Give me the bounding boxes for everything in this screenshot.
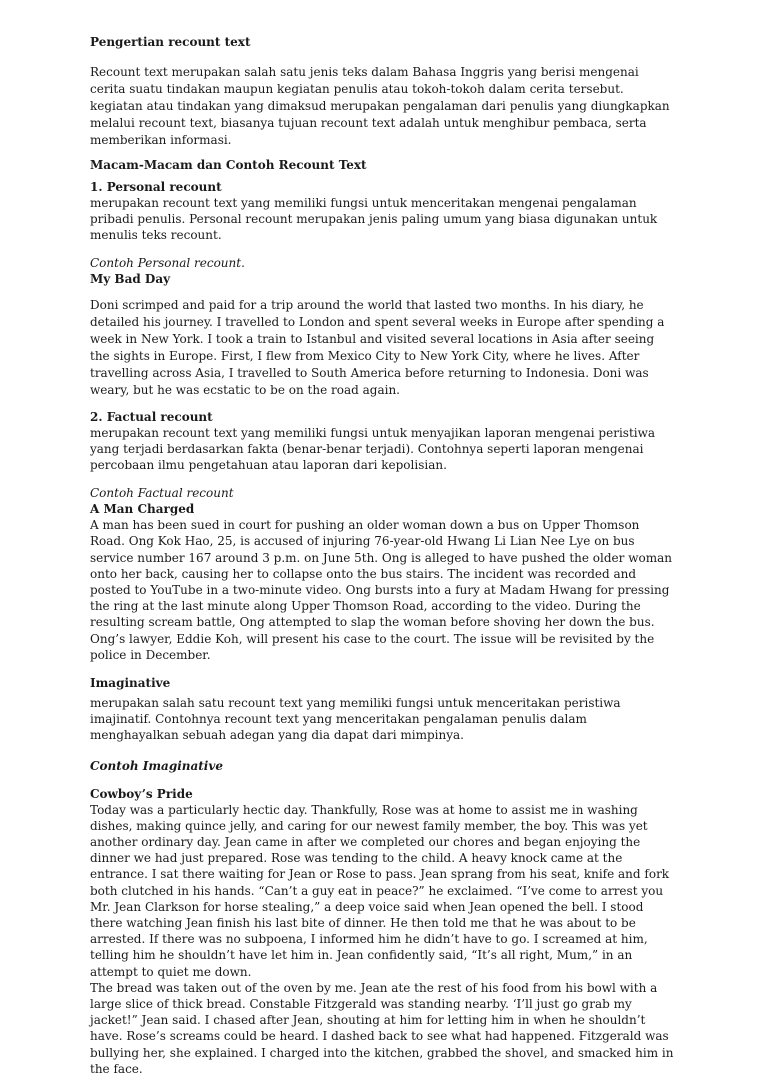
imaginative-example-text-2: The bread was taken out of the oven by me. Jean ate the rest of his food from his bowl with a large slice of thick bread. Constable Fitzgerald was standing nearby. ‘I’ll just go grab my jacket!” Jean said. I chased after Jean, shouting at him for letting him in when he shouldn’t have. Rose’s screams could be heard. I dashed back to see what had happened. Fitzgerald was bullying her, she explained. I charged into the kitchen, grabbed the shovel, and smacked him in the face. [90, 980, 674, 1076]
intro-paragraph: Recount text merupakan salah satu jenis teks dalam Bahasa Inggris yang berisi mengenai cerita suatu tindakan maupun kegiatan penulis atau tokoh-tokoh dalam cerita tersebut. kegiatan atau tindakan yang dimaksud merupakan pengalaman dari penulis yang diungkapkan melalui recount text, biasanya tujuan recount text adalah untuk menghibur pembaca, serta memberikan informasi. [90, 65, 670, 147]
types-heading: Macam-Macam dan Contoh Recount Text [90, 157, 367, 172]
factual-example-label: Contoh Factual recount [90, 486, 234, 501]
factual-recount-heading: 2. Factual recount [90, 409, 213, 424]
imaginative-example-title: Cowboy’s Pride [90, 786, 193, 801]
personal-example-text: Doni scrimped and paid for a trip around the world that lasted two months. In his diary, he detailed his journey. I travelled to London and spent several weeks in Europe after spending a week in New York. I took a train to Istanbul and visited several locations in Asia after seeing the sights in Europe. First, I flew from Mexico City to New York City, where he lives. After travelling across Asia, I travelled to South America before returning to Indonesia. Doni was weary, but he was ecstatic to be on the road again. [90, 298, 665, 397]
factual-example-title: A Man Charged [90, 502, 195, 517]
factual-recount-definition: merupakan recount text yang memiliki fungsi untuk menyajikan laporan mengenai peristiwa yang terjadi berdasarkan fakta (benar-benar terjadi). Contohnya seperti laporan mengenai percobaan ilmu pengetahuan atau laporan dari kepolisian. [90, 425, 656, 472]
document-page [90, 34, 676, 1077]
personal-recount-definition: merupakan recount text yang memiliki fungsi untuk menceritakan mengenai pengalaman pribadi penulis. Personal recount merupakan jenis paling umum yang biasa digunakan untuk menulis teks recount. [90, 195, 658, 242]
imaginative-definition: merupakan salah satu recount text yang memiliki fungsi untuk menceritakan peristiwa imajinatif. Contohnya recount text yang menceritakan pengalaman penulis dalam menghayalkan sebuah adegan yang dia dapat dari mimpinya. [90, 696, 621, 743]
imaginative-example-label: Contoh Imaginative [90, 758, 223, 773]
personal-recount-heading: 1. Personal recount [90, 179, 222, 194]
imaginative-example-text-1: Today was a particularly hectic day. Thankfully, Rose was at home to assist me in washing dishes, making quince jelly, and caring for our newest family member, the boy. This was yet another ordinary day. Jean came in after we completed our chores and began enjoying the dinner we had just prepared. Rose was tending to the child. A heavy knock came at the entrance. I sat there waiting for Jean or Rose to pass. Jean sprang from his seat, knife and fork both clutched in his hands. “Can’t a guy eat in peace?” he exclaimed. “I’ve come to arrest you Mr. Jean Clarkson for horse stealing,” a deep voice said when Jean opened the bell. I stood there watching Jean finish his last bite of dinner. He then told me that he was about to be arrested. If there was no subpoena, I informed him he didn’t have to go. I screamed at him, telling him he shouldn’t have let him in. Jean confidently said, “It’s all right, Mum,” in an attempt to quiet me down. [90, 802, 670, 979]
document-title: Pengertian recount text [90, 35, 251, 49]
factual-example-text: A man has been sued in court for pushing an older woman down a bus on Upper Thomson Road. Ong Kok Hao, 25, is accused of injuring 76-year-old Hwang Li Lian Nee Lye on bus service number 167 around 3 p.m. on June 5th. Ong is alleged to have pushed the older woman onto her back, causing her to collapse onto the bus stairs. The incident was recorded and posted to YouTube in a two-minute video. Ong bursts into a fury at Madam Hwang for pressing the ring at the last minute along Upper Thomson Road, according to the video. During the resulting scream battle, Ong attempted to slap the woman before shoving her down the bus. Ong’s lawyer, Eddie Koh, will present his case to the court. The issue will be revisited by the police in December. [90, 518, 672, 662]
imaginative-heading: Imaginative [90, 676, 171, 691]
personal-example-label: Contoh Personal recount. [90, 256, 245, 271]
personal-example-title: My Bad Day [90, 272, 171, 287]
